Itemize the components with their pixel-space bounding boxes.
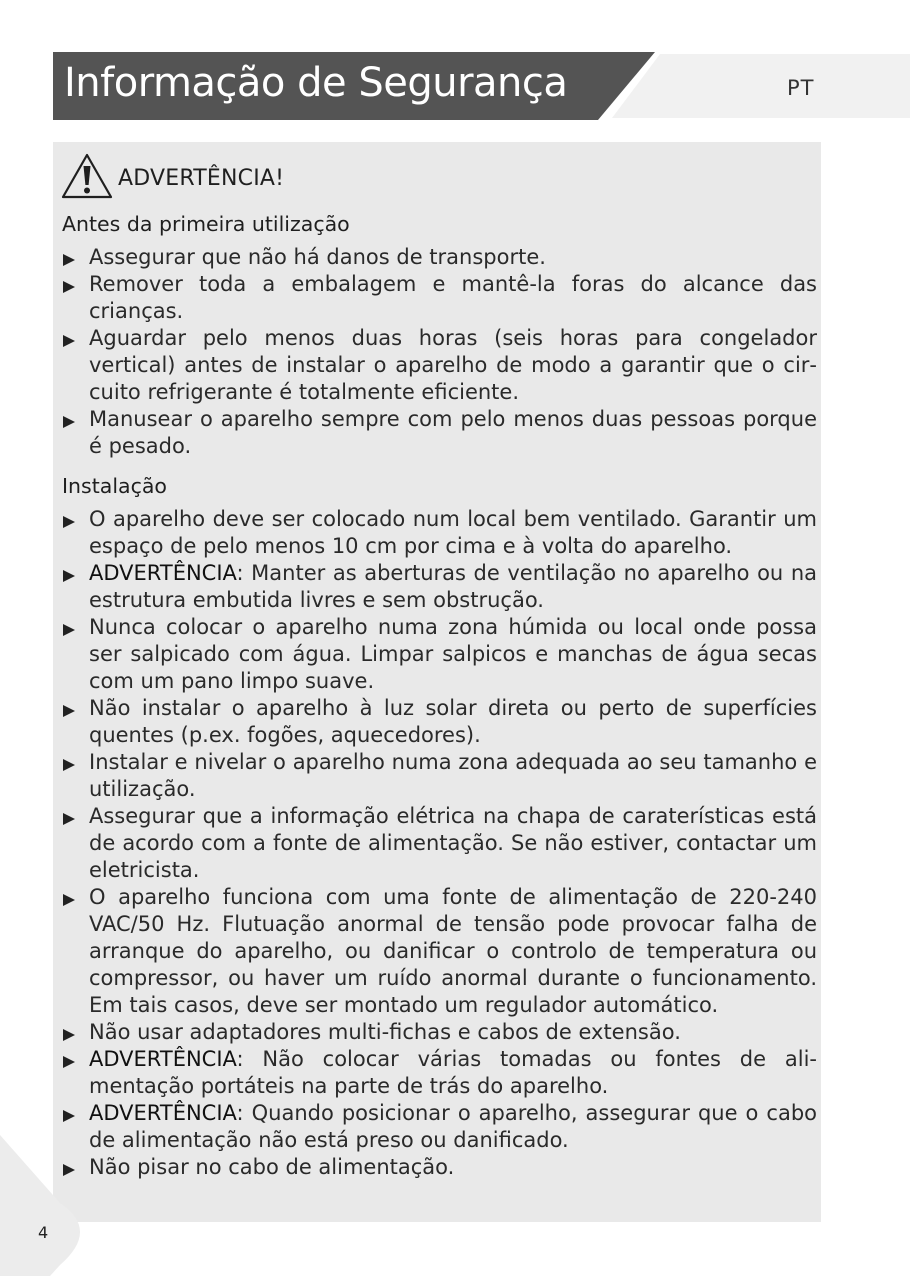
footer-corner-shape — [0, 1135, 100, 1276]
list-item-text: Não instalar o aparelho à luz solar direta ou perto de superfícies quentes (p.ex. fogões, aquecedores). — [89, 696, 817, 747]
list-item — [62, 1046, 817, 1100]
list-item — [62, 749, 817, 803]
list-item — [62, 803, 817, 884]
bullet-arrow-icon — [63, 813, 75, 825]
list-item-text: Manusear o aparelho sempre com pelo menos duas pessoas porque é pesado. — [89, 407, 817, 458]
language-label: PT — [787, 76, 815, 100]
bullet-arrow-icon — [63, 894, 75, 906]
list-item — [62, 1154, 817, 1181]
bullet-arrow-icon — [63, 516, 75, 528]
list-item-text: Instalar e nivelar o aparelho numa zona adequada ao seu tamanho e utilização. — [89, 750, 817, 801]
list-item — [62, 244, 817, 271]
section-heading-installation: Instalação — [62, 474, 167, 498]
bullet-arrow-icon — [63, 254, 75, 266]
installation-list — [62, 506, 817, 1181]
warning-heading — [60, 152, 360, 202]
header-light-tab — [612, 54, 910, 118]
list-item — [62, 406, 817, 460]
list-item — [62, 1100, 817, 1154]
list-item — [62, 614, 817, 695]
list-item — [62, 325, 817, 406]
list-item — [62, 884, 817, 1019]
list-item-text: Remover toda a embalagem e mantê-la foras do alcance das crianças. — [89, 272, 817, 323]
page-number: 4 — [38, 1223, 49, 1242]
bullet-arrow-icon — [63, 335, 75, 347]
list-item — [62, 271, 817, 325]
section-heading-before-first-use: Antes da primeira utilização — [62, 212, 350, 236]
warning-keyword: ADVERTÊNCIA — [89, 561, 237, 585]
bullet-arrow-icon — [63, 1056, 75, 1068]
list-item-text: : Manter as aberturas de ventilação no aparelho ou na estrutura embutida livres e sem obstrução. — [89, 561, 817, 612]
bullet-arrow-icon — [63, 624, 75, 636]
bullet-arrow-icon — [63, 705, 75, 717]
list-item-text: Aguardar pelo menos duas horas (seis horas para congelador vertical) antes de instalar o aparelho de modo a garantir que o circuito refrigerante é totalmente eficiente. — [89, 326, 817, 404]
list-item — [62, 695, 817, 749]
page-title: Informação de Segurança — [64, 60, 568, 106]
bullet-arrow-icon — [63, 759, 75, 771]
list-item-text: : Não colocar várias tomadas ou fontes de alimentação portáteis na parte de trás do aparelho. — [89, 1047, 817, 1098]
list-item — [62, 506, 817, 560]
list-item-text: : Quando posicionar o aparelho, assegurar que o cabo de alimentação não está preso ou danificado. — [89, 1101, 817, 1152]
before-first-use-list — [62, 244, 817, 460]
list-item — [62, 560, 817, 614]
bullet-arrow-icon — [63, 1110, 75, 1122]
bullet-arrow-icon — [63, 416, 75, 428]
list-item-text: Assegurar que a informação elétrica na chapa de caraterísticas está de acordo com a fonte de alimentação. Se não estiver, contactar um eletricista. — [89, 804, 817, 882]
list-item-text: Não pisar no cabo de alimentação. — [89, 1155, 455, 1179]
list-item-text: O aparelho funciona com uma fonte de alimentação de 220-240 VAC/50 Hz. Flutuação anormal de tensão pode provocar falha de arranque do aparelho, ou danificar o controlo de temperatura ou compressor, ou haver um ruído anormal durante o funcionamento. Em tais casos, deve ser montado um regulador automático. — [89, 885, 817, 1017]
bullet-arrow-icon — [63, 570, 75, 582]
bullet-arrow-icon — [63, 1029, 75, 1041]
list-item-text: Não usar adaptadores multi-fichas e cabos de extensão. — [89, 1020, 681, 1044]
bullet-arrow-icon — [63, 281, 75, 293]
warning-keyword: ADVERTÊNCIA — [89, 1047, 237, 1071]
list-item-text: O aparelho deve ser colocado num local bem ventilado. Garantir um espaço de pelo menos 10 cm por cima e à volta do aparelho. — [89, 507, 817, 558]
warning-keyword: ADVERTÊNCIA — [89, 1101, 237, 1125]
list-item-text: Assegurar que não há danos de transporte. — [89, 245, 546, 269]
warning-title: ADVERTÊNCIA! — [118, 166, 285, 191]
warning-triangle-icon — [60, 152, 114, 200]
list-item — [62, 1019, 817, 1046]
list-item-text: Nunca colocar o aparelho numa zona húmida ou local onde possa ser salpicado com água. Limpar salpicos e manchas de água secas com um pano limpo suave. — [89, 615, 817, 693]
